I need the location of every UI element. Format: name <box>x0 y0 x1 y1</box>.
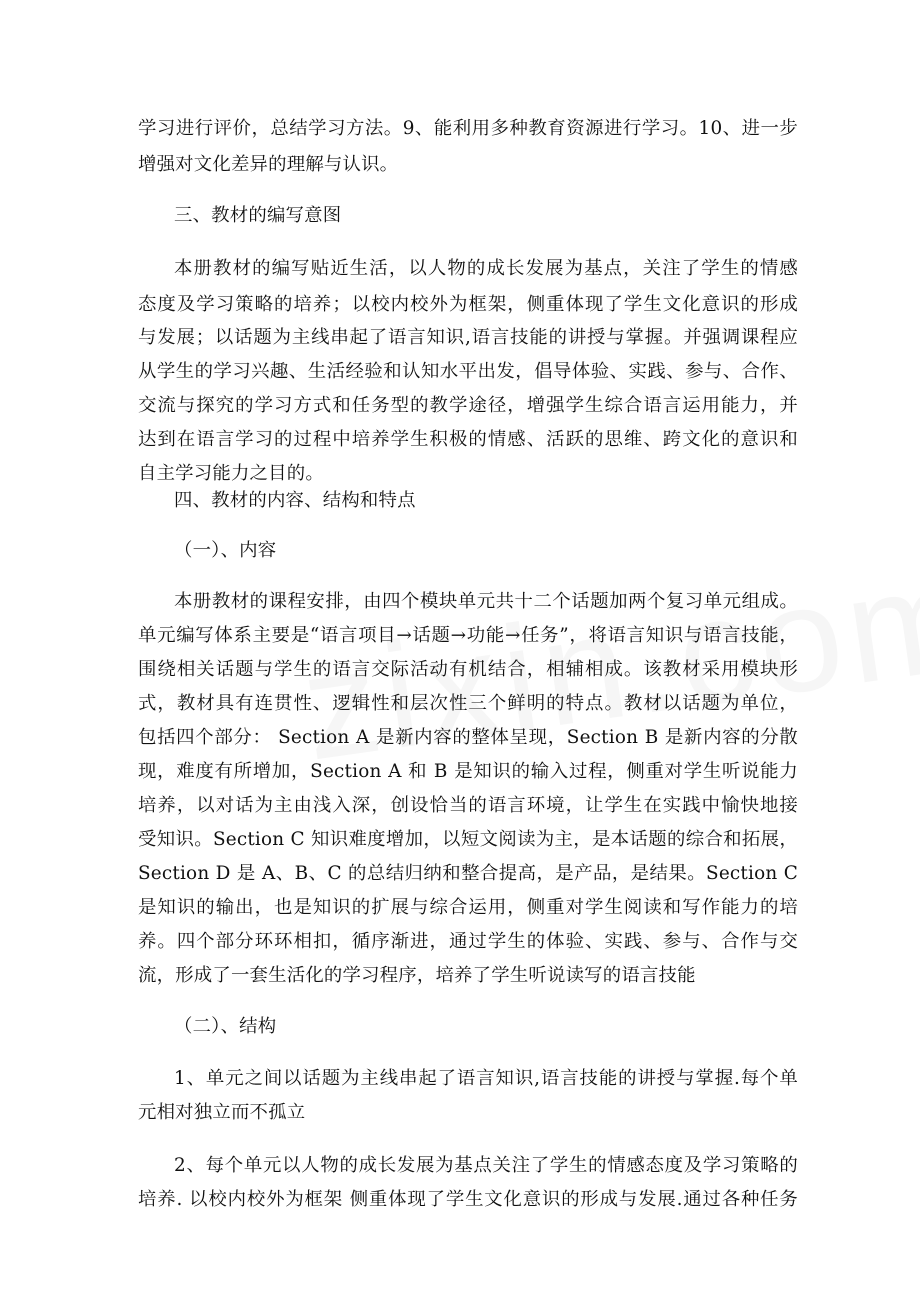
text-line: 达到在语言学习的过程中培养学生积极的情感、活跃的思维、跨文化的意识和 <box>138 429 798 450</box>
text-line: 学习进行评价，总结学习方法。9、能利用多种教育资源进行学习。10、进一步 <box>138 118 798 139</box>
text-line: 元相对独立而不孤立 <box>138 1102 306 1123</box>
text-line: 与发展；以话题为主线串起了语言知识,语言技能的讲授与掌握。并强调课程应 <box>138 327 798 348</box>
text-line: 本册教材的课程安排，由四个模块单元共十二个话题加两个复习单元组成。 <box>174 591 798 612</box>
text-line: 培养. 以校内校外为框架 侧重体现了学生文化意识的形成与发展.通过各种任务 <box>138 1189 798 1210</box>
subsection-heading: （一）、内容 <box>174 540 277 561</box>
section-heading: 四、教材的内容、结构和特点 <box>174 490 416 511</box>
subsection-heading: （二）、结构 <box>174 1016 277 1037</box>
text-line: 式，教材具有连贯性、逻辑性和层次性三个鲜明的特点。教材以话题为单位， <box>138 693 798 714</box>
text-line: 包括四个部分： Section A 是新内容的整体呈现，Section B 是新内容的分散 <box>138 727 798 748</box>
text-line: 是知识的输出，也是知识的扩展与综合运用，侧重对学生阅读和写作能力的培 <box>138 897 798 918</box>
text-line: 受知识。Section C 知识难度增加，以短文阅读为主，是本话题的综合和拓展， <box>138 829 798 850</box>
text-line: 交流与探究的学习方式和任务型的教学途径，增强学生综合语言运用能力，并 <box>138 395 798 416</box>
text-line: 现，难度有所增加，Section A 和 B 是知识的输入过程，侧重对学生听说能力 <box>138 761 798 782</box>
text-line: 本册教材的编写贴近生活，以人物的成长发展为基点，关注了学生的情感 <box>174 258 798 279</box>
text-line: 从学生的学习兴趣、生活经验和认知水平出发，倡导体验、实践、参与、合作、 <box>138 361 798 382</box>
text-line: 流，形成了一套生活化的学习程序，培养了学生听说读写的语言技能 <box>138 965 696 986</box>
text-line: 增强对文化差异的理解与认识。 <box>138 154 399 175</box>
text-line: 2、每个单元以人物的成长发展为基点关注了学生的情感态度及学习策略的 <box>174 1155 798 1176</box>
text-line: 1、单元之间以话题为主线串起了语言知识,语言技能的讲授与掌握.每个单 <box>174 1068 798 1089</box>
text-line: 围绕相关话题与学生的语言交际活动有机结合，相辅相成。该教材采用模块形 <box>138 659 798 680</box>
text-line: 自主学习能力之目的。 <box>138 463 324 484</box>
section-heading: 三、教材的编写意图 <box>174 205 342 226</box>
text-line: 培养，以对话为主由浅入深，创设恰当的语言环境，让学生在实践中愉快地接 <box>138 795 798 816</box>
text-line: Section D 是 A、B、C 的总结归纳和整合提高，是产品，是结果。Section C <box>138 863 798 884</box>
text-line: 养。四个部分环环相扣，循序渐进，通过学生的体验、实践、参与、合作与交 <box>138 931 798 952</box>
text-line: 态度及学习策略的培养；以校内校外为框架，侧重体现了学生文化意识的形成 <box>138 294 798 315</box>
text-line: 单元编写体系主要是“语言项目→话题→功能→任务”，将语言知识与语言技能， <box>138 625 798 646</box>
